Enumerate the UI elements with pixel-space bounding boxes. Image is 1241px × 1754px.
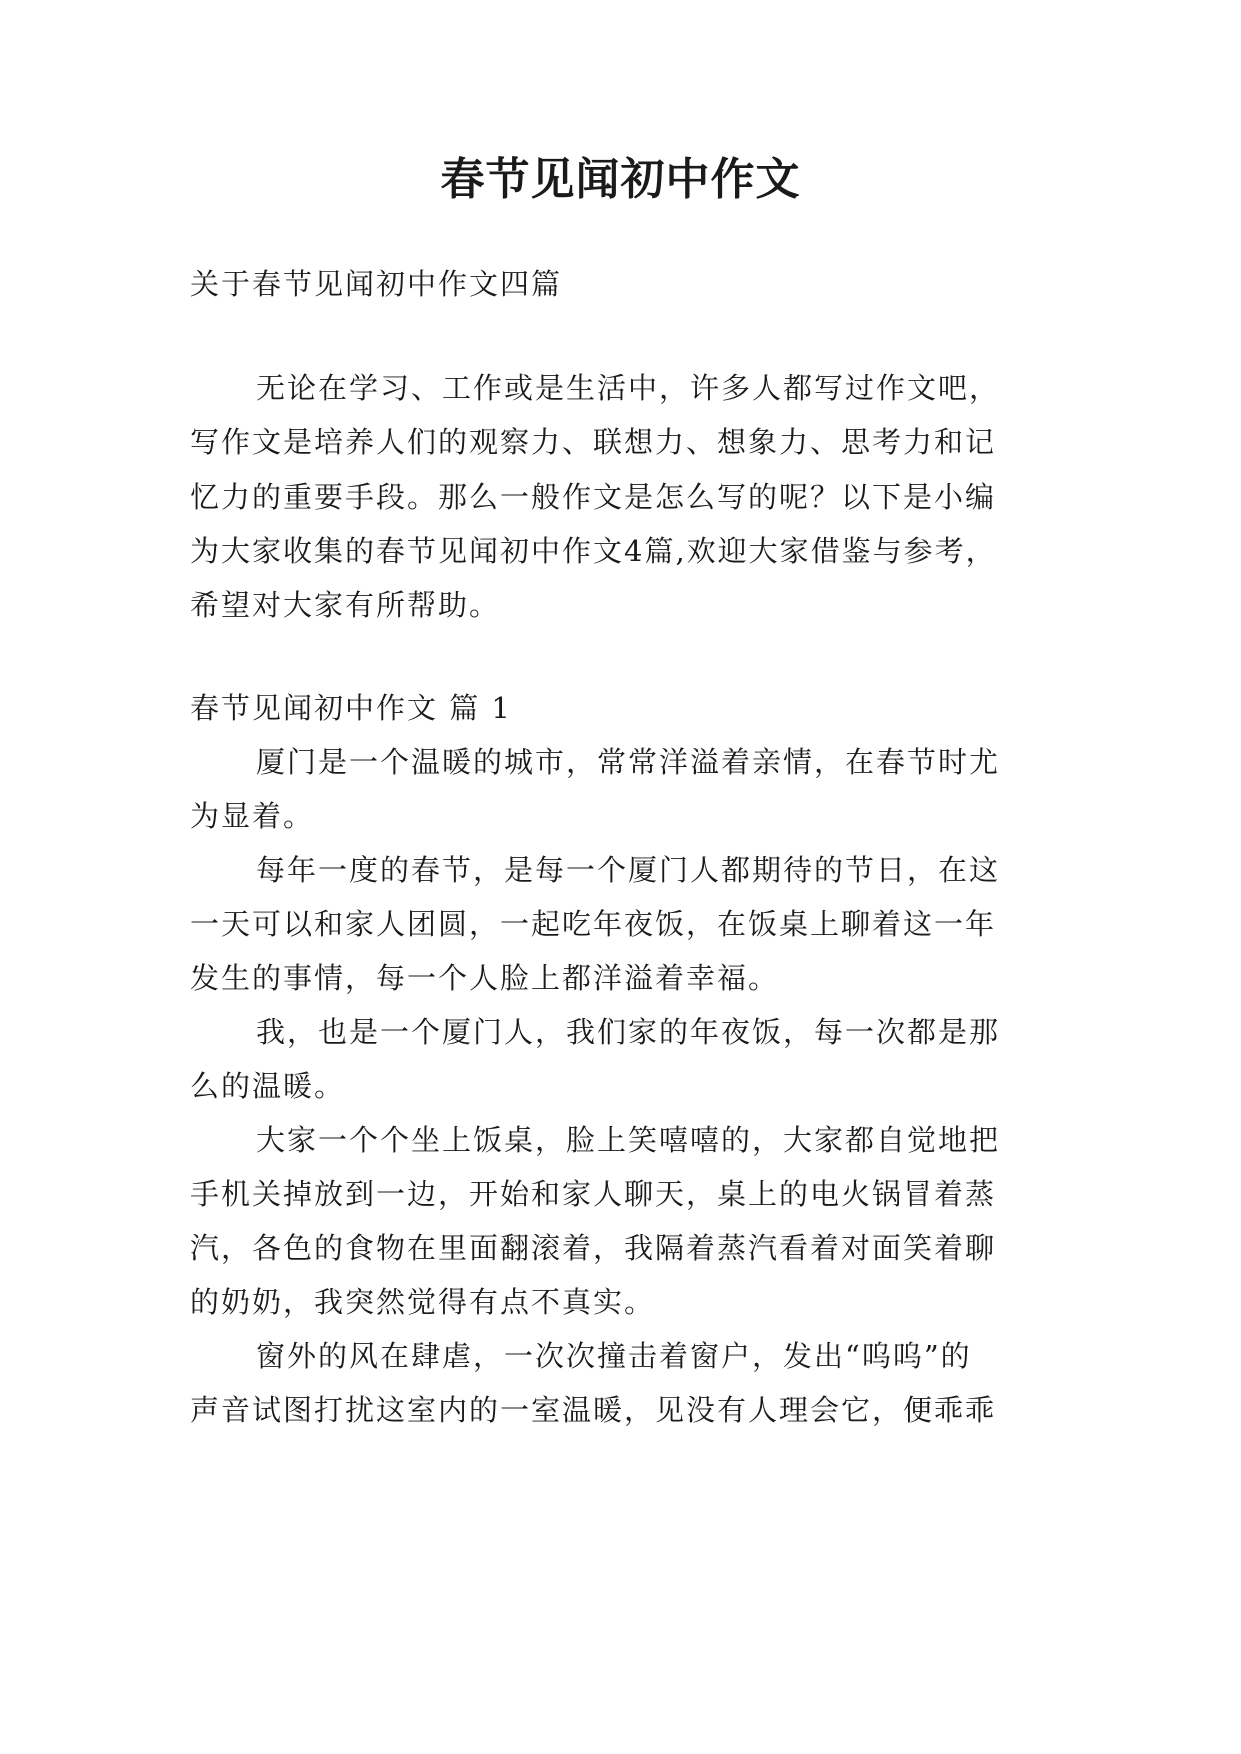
body-line: 窗外的风在肆虐，一次次撞击着窗户，发出“呜呜”的 [256, 1339, 972, 1373]
intro-line: 为大家收集的春节见闻初中作文4篇,欢迎大家借鉴与参考， [190, 534, 997, 568]
body-line: 厦门是一个温暖的城市，常常洋溢着亲情，在春节时尤 [256, 745, 1001, 779]
body-line: 为显着。 [190, 799, 315, 833]
document-subtitle: 关于春节见闻初中作文四篇 [190, 267, 563, 301]
body-line: 大家一个个坐上饭桌，脸上笑嘻嘻的，大家都自觉地把 [256, 1123, 1001, 1157]
body-line: 一天可以和家人团圆，一起吃年夜饭，在饭桌上聊着这一年 [190, 907, 997, 941]
section-heading: 春节见闻初中作文 篇 1 [190, 691, 512, 725]
body-line: 的奶奶，我突然觉得有点不真实。 [190, 1285, 656, 1319]
body-line: 我，也是一个厦门人，我们家的年夜饭，每一次都是那 [256, 1015, 1001, 1049]
intro-line: 希望对大家有所帮助。 [190, 588, 501, 622]
body-line: 发生的事情，每一个人脸上都洋溢着幸福。 [190, 961, 780, 995]
intro-line: 写作文是培养人们的观察力、联想力、想象力、思考力和记 [190, 425, 997, 459]
body-line: 声音试图打扰这室内的一室温暖，见没有人理会它，便乖乖 [190, 1393, 997, 1427]
document-title: 春节见闻初中作文 [440, 154, 801, 205]
body-line: 汽，各色的食物在里面翻滚着，我隔着蒸汽看着对面笑着聊 [190, 1231, 997, 1265]
intro-line: 忆力的重要手段。那么一般作文是怎么写的呢？以下是小编 [190, 480, 997, 514]
body-line: 手机关掉放到一边，开始和家人聊天，桌上的电火锅冒着蒸 [190, 1177, 997, 1211]
intro-line: 无论在学习、工作或是生活中，许多人都写过作文吧， [256, 371, 1001, 405]
body-line: 每年一度的春节，是每一个厦门人都期待的节日，在这 [256, 853, 1001, 887]
body-line: 么的温暖。 [190, 1069, 346, 1103]
